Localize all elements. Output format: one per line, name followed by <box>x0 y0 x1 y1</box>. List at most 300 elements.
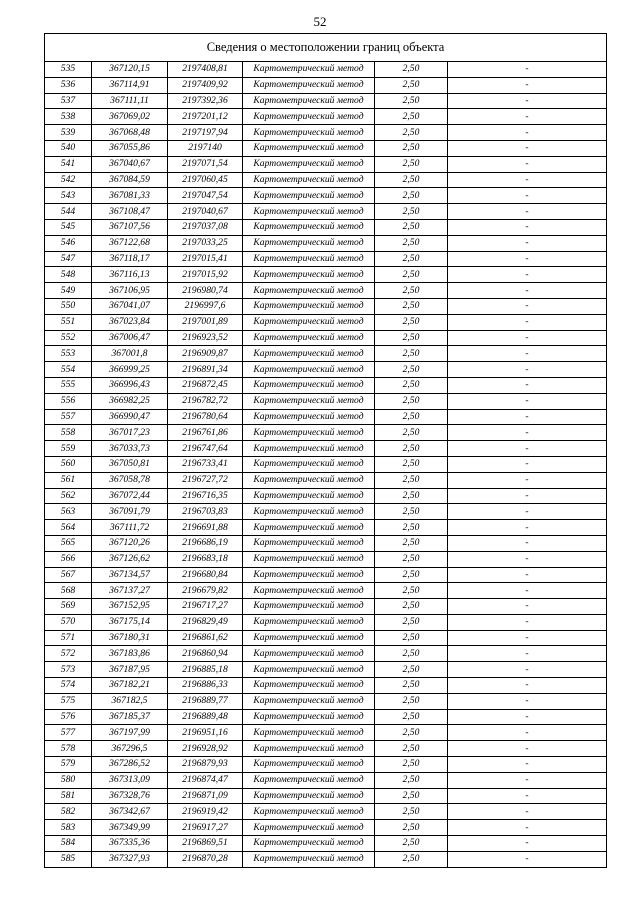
table-row <box>45 535 607 551</box>
table-caption: Сведения о местоположении границ объекта <box>45 34 607 62</box>
method-cell: Картометрический метод <box>243 219 375 235</box>
table-row <box>45 377 607 393</box>
y-coordinate-cell: 2197071,54 <box>168 156 243 172</box>
point-number-cell: 573 <box>45 662 92 678</box>
accuracy-cell: 2,50 <box>375 693 448 709</box>
accuracy-cell: 2,50 <box>375 235 448 251</box>
method-cell: Картометрический метод <box>243 140 375 156</box>
point-number-cell: 556 <box>45 393 92 409</box>
description-cell: - <box>448 757 607 773</box>
y-coordinate-cell: 2197037,08 <box>168 219 243 235</box>
table-row <box>45 346 607 362</box>
description-cell: - <box>448 693 607 709</box>
x-coordinate-cell: 367017,23 <box>92 425 168 441</box>
y-coordinate-cell: 2197392,36 <box>168 93 243 109</box>
method-cell: Картометрический метод <box>243 488 375 504</box>
table-row <box>45 583 607 599</box>
accuracy-cell: 2,50 <box>375 646 448 662</box>
x-coordinate-cell: 367122,68 <box>92 235 168 251</box>
accuracy-cell: 2,50 <box>375 630 448 646</box>
x-coordinate-cell: 367187,95 <box>92 662 168 678</box>
table-row <box>45 630 607 646</box>
description-cell: - <box>448 267 607 283</box>
x-coordinate-cell: 367327,93 <box>92 851 168 867</box>
x-coordinate-cell: 367111,72 <box>92 520 168 536</box>
accuracy-cell: 2,50 <box>375 346 448 362</box>
accuracy-cell: 2,50 <box>375 77 448 93</box>
table-row <box>45 772 607 788</box>
y-coordinate-cell: 2196951,16 <box>168 725 243 741</box>
method-cell: Картометрический метод <box>243 820 375 836</box>
description-cell: - <box>448 804 607 820</box>
point-number-cell: 549 <box>45 283 92 299</box>
accuracy-cell: 2,50 <box>375 156 448 172</box>
y-coordinate-cell: 2196780,64 <box>168 409 243 425</box>
y-coordinate-cell: 2196909,87 <box>168 346 243 362</box>
accuracy-cell: 2,50 <box>375 504 448 520</box>
y-coordinate-cell: 2197015,92 <box>168 267 243 283</box>
description-cell: - <box>448 219 607 235</box>
table-row <box>45 156 607 172</box>
x-coordinate-cell: 367152,95 <box>92 599 168 615</box>
accuracy-cell: 2,50 <box>375 425 448 441</box>
accuracy-cell: 2,50 <box>375 678 448 694</box>
method-cell: Картометрический метод <box>243 678 375 694</box>
accuracy-cell: 2,50 <box>375 93 448 109</box>
table-row <box>45 251 607 267</box>
x-coordinate-cell: 367001,8 <box>92 346 168 362</box>
x-coordinate-cell: 367107,56 <box>92 219 168 235</box>
y-coordinate-cell: 2196886,33 <box>168 678 243 694</box>
method-cell: Картометрический метод <box>243 204 375 220</box>
description-cell: - <box>448 851 607 867</box>
y-coordinate-cell: 2196871,09 <box>168 788 243 804</box>
description-cell: - <box>448 251 607 267</box>
point-number-cell: 539 <box>45 125 92 141</box>
method-cell: Картометрический метод <box>243 772 375 788</box>
x-coordinate-cell: 367296,5 <box>92 741 168 757</box>
description-cell: - <box>448 77 607 93</box>
table-row <box>45 662 607 678</box>
point-number-cell: 551 <box>45 314 92 330</box>
x-coordinate-cell: 367286,52 <box>92 757 168 773</box>
accuracy-cell: 2,50 <box>375 298 448 314</box>
x-coordinate-cell: 367137,27 <box>92 583 168 599</box>
description-cell: - <box>448 504 607 520</box>
method-cell: Картометрический метод <box>243 551 375 567</box>
accuracy-cell: 2,50 <box>375 535 448 551</box>
point-number-cell: 545 <box>45 219 92 235</box>
table-row <box>45 188 607 204</box>
table-row <box>45 93 607 109</box>
description-cell: - <box>448 409 607 425</box>
point-number-cell: 538 <box>45 109 92 125</box>
point-number-cell: 558 <box>45 425 92 441</box>
table-row <box>45 362 607 378</box>
y-coordinate-cell: 2196885,18 <box>168 662 243 678</box>
x-coordinate-cell: 367068,48 <box>92 125 168 141</box>
y-coordinate-cell: 2196889,48 <box>168 709 243 725</box>
description-cell: - <box>448 140 607 156</box>
point-number-cell: 583 <box>45 820 92 836</box>
table-row <box>45 820 607 836</box>
point-number-cell: 557 <box>45 409 92 425</box>
accuracy-cell: 2,50 <box>375 377 448 393</box>
table-row <box>45 851 607 867</box>
x-coordinate-cell: 367328,76 <box>92 788 168 804</box>
y-coordinate-cell: 2196680,84 <box>168 567 243 583</box>
point-number-cell: 560 <box>45 456 92 472</box>
table-row <box>45 62 607 78</box>
method-cell: Картометрический метод <box>243 504 375 520</box>
point-number-cell: 585 <box>45 851 92 867</box>
point-number-cell: 582 <box>45 804 92 820</box>
table-row <box>45 109 607 125</box>
description-cell: - <box>448 393 607 409</box>
y-coordinate-cell: 2196923,52 <box>168 330 243 346</box>
description-cell: - <box>448 125 607 141</box>
table-row <box>45 77 607 93</box>
accuracy-cell: 2,50 <box>375 820 448 836</box>
boundary-table-container <box>44 33 606 868</box>
y-coordinate-cell: 2197140 <box>168 140 243 156</box>
y-coordinate-cell: 2196686,19 <box>168 535 243 551</box>
point-number-cell: 554 <box>45 362 92 378</box>
page-number: 52 <box>313 14 327 29</box>
x-coordinate-cell: 367006,47 <box>92 330 168 346</box>
method-cell: Картометрический метод <box>243 804 375 820</box>
method-cell: Картометрический метод <box>243 693 375 709</box>
method-cell: Картометрический метод <box>243 725 375 741</box>
x-coordinate-cell: 367180,31 <box>92 630 168 646</box>
x-coordinate-cell: 367069,02 <box>92 109 168 125</box>
point-number-cell: 543 <box>45 188 92 204</box>
description-cell: - <box>448 156 607 172</box>
y-coordinate-cell: 2196891,34 <box>168 362 243 378</box>
x-coordinate-cell: 367118,17 <box>92 251 168 267</box>
table-row <box>45 125 607 141</box>
description-cell: - <box>448 630 607 646</box>
description-cell: - <box>448 204 607 220</box>
description-cell: - <box>448 456 607 472</box>
accuracy-cell: 2,50 <box>375 662 448 678</box>
point-number-cell: 561 <box>45 472 92 488</box>
table-row <box>45 172 607 188</box>
accuracy-cell: 2,50 <box>375 472 448 488</box>
point-number-cell: 572 <box>45 646 92 662</box>
description-cell: - <box>448 235 607 251</box>
accuracy-cell: 2,50 <box>375 125 448 141</box>
accuracy-cell: 2,50 <box>375 851 448 867</box>
description-cell: - <box>448 788 607 804</box>
y-coordinate-cell: 2196872,45 <box>168 377 243 393</box>
x-coordinate-cell: 367091,79 <box>92 504 168 520</box>
method-cell: Картометрический метод <box>243 456 375 472</box>
y-coordinate-cell: 2197409,92 <box>168 77 243 93</box>
description-cell: - <box>448 709 607 725</box>
y-coordinate-cell: 2196860,94 <box>168 646 243 662</box>
method-cell: Картометрический метод <box>243 709 375 725</box>
y-coordinate-cell: 2196861,62 <box>168 630 243 646</box>
x-coordinate-cell: 367183,86 <box>92 646 168 662</box>
x-coordinate-cell: 367349,99 <box>92 820 168 836</box>
point-number-cell: 550 <box>45 298 92 314</box>
point-number-cell: 567 <box>45 567 92 583</box>
description-cell: - <box>448 377 607 393</box>
x-coordinate-cell: 367050,81 <box>92 456 168 472</box>
y-coordinate-cell: 2196980,74 <box>168 283 243 299</box>
table-row <box>45 504 607 520</box>
accuracy-cell: 2,50 <box>375 614 448 630</box>
x-coordinate-cell: 367023,84 <box>92 314 168 330</box>
description-cell: - <box>448 188 607 204</box>
x-coordinate-cell: 367185,37 <box>92 709 168 725</box>
y-coordinate-cell: 2196679,82 <box>168 583 243 599</box>
point-number-cell: 569 <box>45 599 92 615</box>
table-row <box>45 472 607 488</box>
point-number-cell: 584 <box>45 836 92 852</box>
y-coordinate-cell: 2196727,72 <box>168 472 243 488</box>
description-cell: - <box>448 314 607 330</box>
table-row <box>45 267 607 283</box>
point-number-cell: 563 <box>45 504 92 520</box>
method-cell: Картометрический метод <box>243 567 375 583</box>
table-row <box>45 204 607 220</box>
point-number-cell: 576 <box>45 709 92 725</box>
description-cell: - <box>448 472 607 488</box>
method-cell: Картометрический метод <box>243 346 375 362</box>
method-cell: Картометрический метод <box>243 188 375 204</box>
accuracy-cell: 2,50 <box>375 140 448 156</box>
method-cell: Картометрический метод <box>243 77 375 93</box>
method-cell: Картометрический метод <box>243 662 375 678</box>
point-number-cell: 540 <box>45 140 92 156</box>
method-cell: Картометрический метод <box>243 441 375 457</box>
description-cell: - <box>448 741 607 757</box>
accuracy-cell: 2,50 <box>375 709 448 725</box>
y-coordinate-cell: 2196761,86 <box>168 425 243 441</box>
y-coordinate-cell: 2196691,88 <box>168 520 243 536</box>
y-coordinate-cell: 2197001,89 <box>168 314 243 330</box>
y-coordinate-cell: 2197040,67 <box>168 204 243 220</box>
method-cell: Картометрический метод <box>243 125 375 141</box>
table-row <box>45 488 607 504</box>
method-cell: Картометрический метод <box>243 741 375 757</box>
x-coordinate-cell: 367072,44 <box>92 488 168 504</box>
point-number-cell: 562 <box>45 488 92 504</box>
point-number-cell: 541 <box>45 156 92 172</box>
table-row <box>45 757 607 773</box>
point-number-cell: 580 <box>45 772 92 788</box>
method-cell: Картометрический метод <box>243 172 375 188</box>
accuracy-cell: 2,50 <box>375 204 448 220</box>
point-number-cell: 566 <box>45 551 92 567</box>
accuracy-cell: 2,50 <box>375 267 448 283</box>
y-coordinate-cell: 2197408,81 <box>168 62 243 78</box>
x-coordinate-cell: 367335,36 <box>92 836 168 852</box>
accuracy-cell: 2,50 <box>375 441 448 457</box>
y-coordinate-cell: 2197201,12 <box>168 109 243 125</box>
method-cell: Картометрический метод <box>243 851 375 867</box>
description-cell: - <box>448 488 607 504</box>
point-number-cell: 535 <box>45 62 92 78</box>
x-coordinate-cell: 367040,67 <box>92 156 168 172</box>
method-cell: Картометрический метод <box>243 330 375 346</box>
y-coordinate-cell: 2196869,51 <box>168 836 243 852</box>
description-cell: - <box>448 646 607 662</box>
accuracy-cell: 2,50 <box>375 772 448 788</box>
table-row <box>45 283 607 299</box>
table-body <box>45 62 607 868</box>
accuracy-cell: 2,50 <box>375 456 448 472</box>
point-number-cell: 542 <box>45 172 92 188</box>
boundary-coordinates-table <box>44 33 607 868</box>
point-number-cell: 536 <box>45 77 92 93</box>
accuracy-cell: 2,50 <box>375 330 448 346</box>
table-row <box>45 298 607 314</box>
y-coordinate-cell: 2196917,27 <box>168 820 243 836</box>
x-coordinate-cell: 367106,95 <box>92 283 168 299</box>
table-row <box>45 330 607 346</box>
table-row <box>45 140 607 156</box>
description-cell: - <box>448 330 607 346</box>
point-number-cell: 552 <box>45 330 92 346</box>
point-number-cell: 547 <box>45 251 92 267</box>
x-coordinate-cell: 367120,26 <box>92 535 168 551</box>
description-cell: - <box>448 820 607 836</box>
table-row <box>45 567 607 583</box>
point-number-cell: 565 <box>45 535 92 551</box>
table-row <box>45 693 607 709</box>
description-cell: - <box>448 725 607 741</box>
x-coordinate-cell: 366996,43 <box>92 377 168 393</box>
y-coordinate-cell: 2197033,25 <box>168 235 243 251</box>
x-coordinate-cell: 367108,47 <box>92 204 168 220</box>
table-row <box>45 709 607 725</box>
method-cell: Картометрический метод <box>243 646 375 662</box>
description-cell: - <box>448 172 607 188</box>
x-coordinate-cell: 366999,25 <box>92 362 168 378</box>
table-row <box>45 219 607 235</box>
point-number-cell: 571 <box>45 630 92 646</box>
accuracy-cell: 2,50 <box>375 251 448 267</box>
y-coordinate-cell: 2196717,27 <box>168 599 243 615</box>
description-cell: - <box>448 614 607 630</box>
accuracy-cell: 2,50 <box>375 172 448 188</box>
table-row <box>45 614 607 630</box>
x-coordinate-cell: 367342,67 <box>92 804 168 820</box>
description-cell: - <box>448 93 607 109</box>
table-row <box>45 646 607 662</box>
y-coordinate-cell: 2196928,92 <box>168 741 243 757</box>
method-cell: Картометрический метод <box>243 393 375 409</box>
description-cell: - <box>448 662 607 678</box>
accuracy-cell: 2,50 <box>375 725 448 741</box>
method-cell: Картометрический метод <box>243 788 375 804</box>
table-row <box>45 441 607 457</box>
x-coordinate-cell: 366990,47 <box>92 409 168 425</box>
method-cell: Картометрический метод <box>243 614 375 630</box>
method-cell: Картометрический метод <box>243 362 375 378</box>
table-row <box>45 551 607 567</box>
method-cell: Картометрический метод <box>243 757 375 773</box>
point-number-cell: 581 <box>45 788 92 804</box>
y-coordinate-cell: 2196874,47 <box>168 772 243 788</box>
accuracy-cell: 2,50 <box>375 314 448 330</box>
method-cell: Картометрический метод <box>243 109 375 125</box>
x-coordinate-cell: 367058,78 <box>92 472 168 488</box>
x-coordinate-cell: 367111,11 <box>92 93 168 109</box>
description-cell: - <box>448 535 607 551</box>
description-cell: - <box>448 583 607 599</box>
x-coordinate-cell: 367197,99 <box>92 725 168 741</box>
table-row <box>45 456 607 472</box>
x-coordinate-cell: 367084,59 <box>92 172 168 188</box>
method-cell: Картометрический метод <box>243 836 375 852</box>
description-cell: - <box>448 425 607 441</box>
table-row <box>45 393 607 409</box>
x-coordinate-cell: 367313,09 <box>92 772 168 788</box>
accuracy-cell: 2,50 <box>375 219 448 235</box>
accuracy-cell: 2,50 <box>375 551 448 567</box>
point-number-cell: 574 <box>45 678 92 694</box>
table-row <box>45 836 607 852</box>
y-coordinate-cell: 2196829,49 <box>168 614 243 630</box>
table-row <box>45 314 607 330</box>
accuracy-cell: 2,50 <box>375 520 448 536</box>
method-cell: Картометрический метод <box>243 251 375 267</box>
accuracy-cell: 2,50 <box>375 283 448 299</box>
description-cell: - <box>448 362 607 378</box>
method-cell: Картометрический метод <box>243 283 375 299</box>
description-cell: - <box>448 551 607 567</box>
x-coordinate-cell: 367120,15 <box>92 62 168 78</box>
accuracy-cell: 2,50 <box>375 362 448 378</box>
x-coordinate-cell: 367081,33 <box>92 188 168 204</box>
y-coordinate-cell: 2197015,41 <box>168 251 243 267</box>
description-cell: - <box>448 298 607 314</box>
table-row <box>45 804 607 820</box>
method-cell: Картометрический метод <box>243 298 375 314</box>
point-number-cell: 568 <box>45 583 92 599</box>
accuracy-cell: 2,50 <box>375 109 448 125</box>
description-cell: - <box>448 62 607 78</box>
accuracy-cell: 2,50 <box>375 393 448 409</box>
y-coordinate-cell: 2196997,6 <box>168 298 243 314</box>
description-cell: - <box>448 772 607 788</box>
method-cell: Картометрический метод <box>243 472 375 488</box>
y-coordinate-cell: 2197047,54 <box>168 188 243 204</box>
x-coordinate-cell: 367182,21 <box>92 678 168 694</box>
method-cell: Картометрический метод <box>243 599 375 615</box>
method-cell: Картометрический метод <box>243 377 375 393</box>
accuracy-cell: 2,50 <box>375 188 448 204</box>
y-coordinate-cell: 2196747,64 <box>168 441 243 457</box>
point-number-cell: 555 <box>45 377 92 393</box>
method-cell: Картометрический метод <box>243 156 375 172</box>
method-cell: Картометрический метод <box>243 267 375 283</box>
table-row <box>45 425 607 441</box>
y-coordinate-cell: 2196716,35 <box>168 488 243 504</box>
y-coordinate-cell: 2197197,94 <box>168 125 243 141</box>
point-number-cell: 579 <box>45 757 92 773</box>
y-coordinate-cell: 2196703,83 <box>168 504 243 520</box>
y-coordinate-cell: 2196782,72 <box>168 393 243 409</box>
accuracy-cell: 2,50 <box>375 567 448 583</box>
point-number-cell: 577 <box>45 725 92 741</box>
y-coordinate-cell: 2196919,42 <box>168 804 243 820</box>
table-row <box>45 741 607 757</box>
